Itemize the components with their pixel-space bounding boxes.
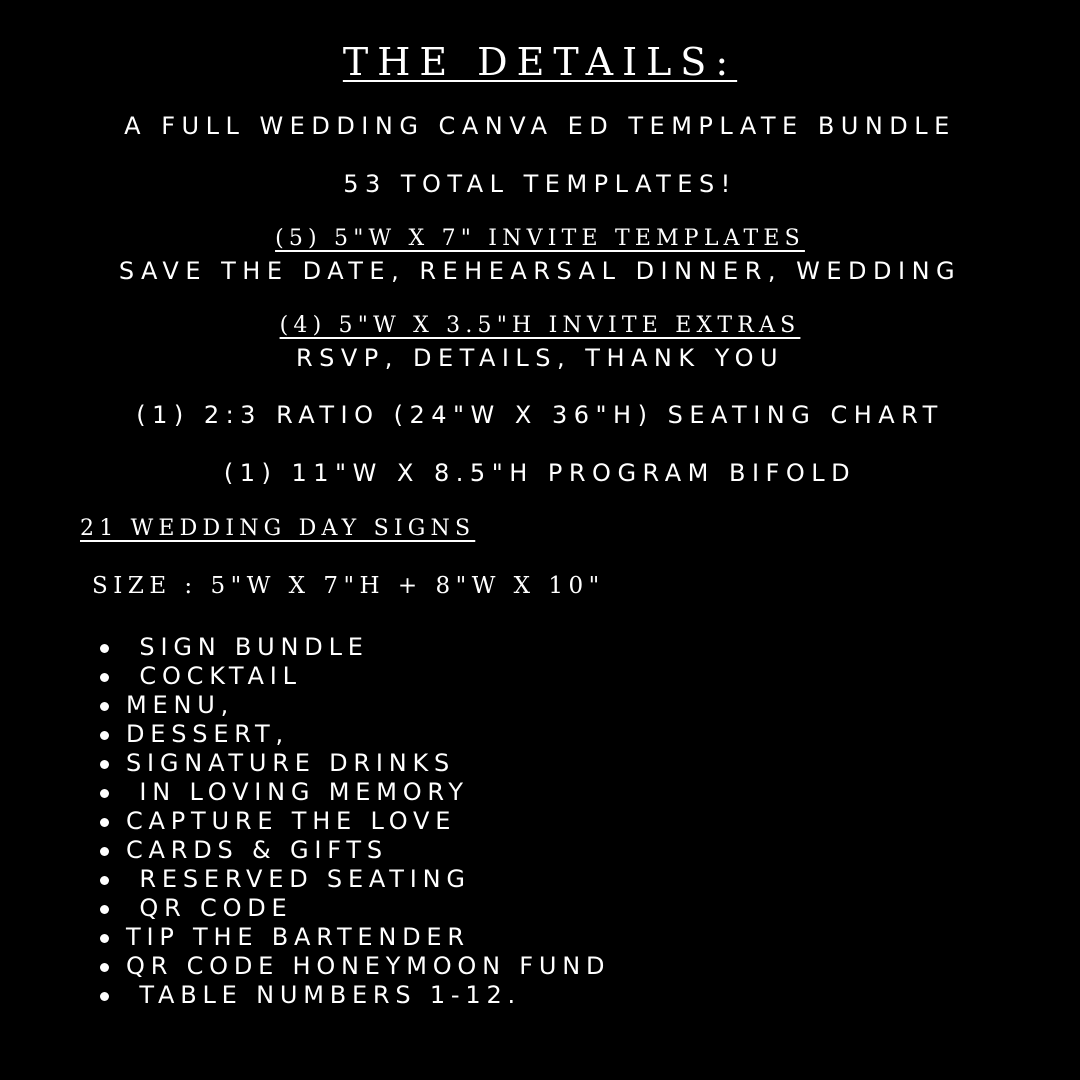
- page-title: THE DETAILS:: [342, 40, 738, 84]
- bullet-dot-icon: [100, 876, 109, 885]
- invite-templates-heading: (5) 5"W X 7" INVITE TEMPLATES: [275, 226, 805, 251]
- signs-size: SIZE : 5"W X 7"H + 8"W X 10": [92, 573, 605, 599]
- seating-chart-line: (1) 2:3 RATIO (24"W X 36"H) SEATING CHART: [136, 401, 944, 429]
- list-item-label: COCKTAIL: [126, 662, 302, 690]
- bundle-description: A FULL WEDDING CANVA ED TEMPLATE BUNDLE: [124, 112, 956, 140]
- list-item-label: DESSERT,: [126, 720, 289, 748]
- list-item-label: SIGNATURE DRINKS: [126, 749, 456, 777]
- bullet-dot-icon: [100, 934, 109, 943]
- bullet-dot-icon: [100, 731, 109, 740]
- total-templates: 53 TOTAL TEMPLATES!: [343, 170, 737, 198]
- bullet-dot-icon: [100, 847, 109, 856]
- bullet-dot-icon: [100, 818, 109, 827]
- list-item-label: IN LOVING MEMORY: [126, 778, 469, 806]
- bullet-dot-icon: [100, 644, 109, 653]
- invite-extras-list: RSVP, DETAILS, THANK YOU: [295, 344, 785, 372]
- list-item-label: MENU,: [126, 691, 235, 719]
- list-item-label: SIGN BUNDLE: [126, 633, 369, 661]
- bullet-dot-icon: [100, 992, 109, 1001]
- list-item-label: QR CODE HONEYMOON FUND: [126, 952, 611, 980]
- bullet-dot-icon: [100, 702, 109, 711]
- invite-extras-heading: (4) 5"W X 3.5"H INVITE EXTRAS: [279, 313, 801, 338]
- list-item-label: TABLE NUMBERS 1-12.: [126, 981, 521, 1009]
- bullet-dot-icon: [100, 789, 109, 798]
- bullet-dot-icon: [100, 905, 109, 914]
- list-item-label: CARDS & GIFTS: [126, 836, 388, 864]
- invite-templates-list: SAVE THE DATE, REHEARSAL DINNER, WEDDING: [118, 257, 962, 285]
- bullet-dot-icon: [100, 963, 109, 972]
- signs-heading: 21 WEDDING DAY SIGNS: [80, 516, 476, 541]
- list-item-label: QR CODE: [126, 894, 293, 922]
- bullet-dot-icon: [100, 760, 109, 769]
- program-line: (1) 11"W X 8.5"H PROGRAM BIFOLD: [223, 459, 857, 487]
- bullet-dot-icon: [100, 673, 109, 682]
- list-item-label: TIP THE BARTENDER: [126, 923, 470, 951]
- list-item-label: RESERVED SEATING: [126, 865, 471, 893]
- list-item-label: CAPTURE THE LOVE: [126, 807, 457, 835]
